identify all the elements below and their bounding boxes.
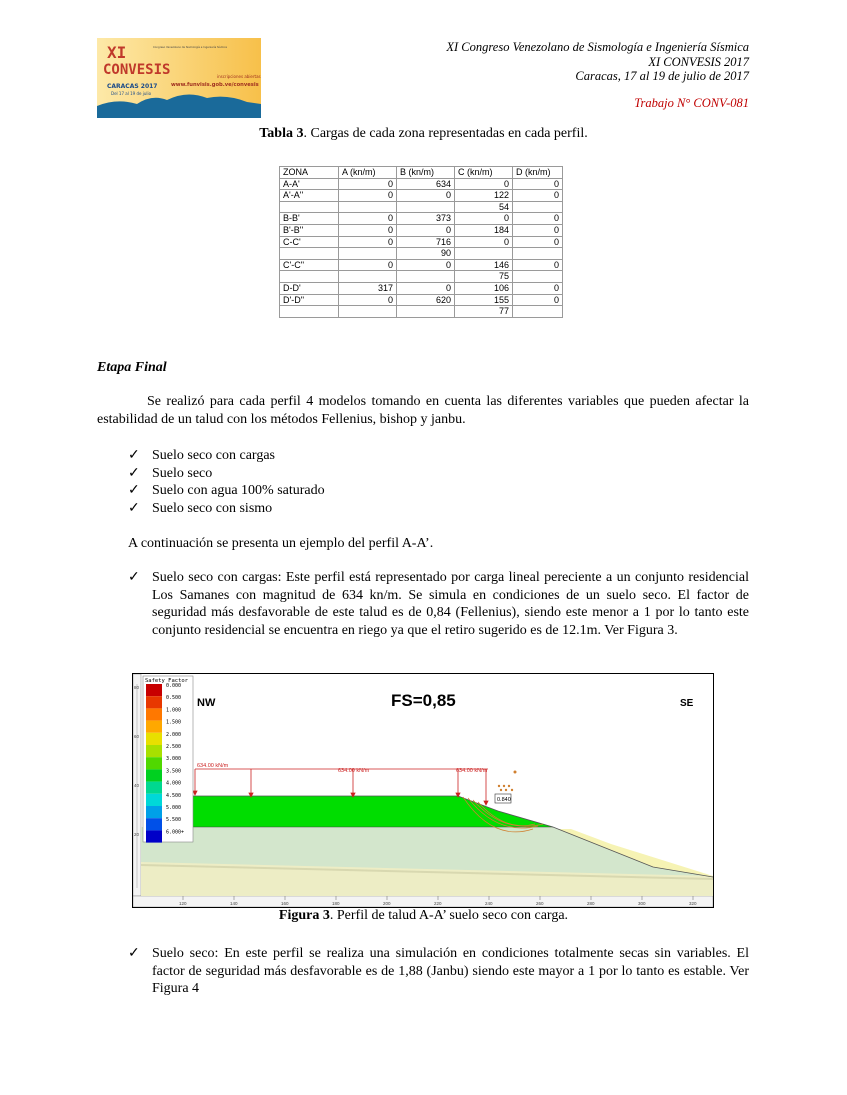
paper-reference: Trabajo N° CONV-081 (634, 95, 749, 110)
legend-label: 1.500 (166, 719, 182, 726)
table-cell: 0 (513, 190, 563, 202)
table-cell: B'-B'' (280, 224, 339, 236)
legend-swatch (146, 794, 162, 806)
logo-dates: Del 17 al 19 de julio (111, 91, 152, 96)
x-tick-label: 260 (536, 901, 544, 906)
legend-swatch (146, 684, 162, 696)
conditions-list (128, 447, 325, 517)
y-tick-label: 80 (134, 685, 140, 690)
legend-swatch (146, 733, 162, 745)
table-cell (397, 201, 455, 213)
intro-paragraph: Se realizó para cada perfil 4 modelos tomando en cuenta las diferentes variables que pueden afectar la estabilidad de un talud con los métodos Fellenius, bishop y janbu. (97, 394, 749, 427)
table-row (280, 201, 563, 213)
min-safety-factor: 0.840 (497, 797, 511, 803)
table-cell: 634 (397, 178, 455, 190)
table-header-cell: B (kn/m) (397, 167, 455, 179)
table-row (280, 282, 563, 294)
table-cell (280, 248, 339, 260)
legend-label: 2.000 (166, 731, 182, 738)
table-cell: 0 (339, 236, 397, 248)
logo-registration: inscripciones abiertas (217, 74, 261, 79)
table-cell: 0 (513, 224, 563, 236)
table-cell: C'-C'' (280, 259, 339, 271)
table-caption-text: . Cargas de cada zona representadas en cada perfil. (303, 126, 588, 141)
y-tick-label: 20 (134, 832, 140, 837)
table-row (280, 271, 563, 283)
table-cell: C-C' (280, 236, 339, 248)
bullet-paragraph-text: Suelo seco: En este perfil se realiza una simulación en condiciones totalmente secas sin variables. El factor de seguridad más desfavorable es de 1,88 (Janbu) siendo este mayor a 1 por lo tanto es estable. Ver Figura 4 (152, 946, 749, 996)
legend-swatch (146, 708, 162, 720)
table-row (280, 248, 563, 260)
table-cell (280, 306, 339, 318)
table-cell: 0 (513, 236, 563, 248)
legend-label: 0.500 (166, 695, 182, 702)
section-title: Etapa Final (97, 360, 167, 375)
legend-label: 2.500 (166, 744, 182, 750)
legend-label: 0.000 (166, 683, 182, 689)
table-cell: 75 (455, 271, 513, 283)
load-label: 634.00 kN/m (456, 768, 488, 774)
list-item (128, 500, 325, 518)
table-cell: 106 (455, 282, 513, 294)
table-row (280, 178, 563, 190)
check-icon: ✓ (128, 946, 140, 961)
table-row (280, 236, 563, 248)
table-cell: 0 (455, 178, 513, 190)
table-cell: 620 (397, 294, 455, 306)
legend-swatch (146, 696, 162, 708)
table-cell: 317 (339, 282, 397, 294)
table-row (280, 294, 563, 306)
logo-roman: XI (107, 43, 127, 62)
legend-swatch (146, 721, 162, 733)
legend-swatch (146, 782, 162, 794)
legend-label: 5.500 (166, 817, 182, 824)
legend-swatch (146, 757, 162, 769)
table-cell (280, 201, 339, 213)
table-header-cell: A (kn/m) (339, 167, 397, 179)
table-cell: 122 (455, 190, 513, 202)
table-cell: 0 (455, 213, 513, 225)
table-cell (513, 248, 563, 260)
list-item-text: Suelo seco con cargas (152, 448, 275, 463)
table-cell: 146 (455, 259, 513, 271)
table-cell (513, 271, 563, 283)
table-row (280, 190, 563, 202)
table-row (280, 213, 563, 225)
table-cell: D'-D'' (280, 294, 339, 306)
table-cell (513, 306, 563, 318)
table-cell: 155 (455, 294, 513, 306)
list-item-text: Suelo con agua 100% saturado (152, 483, 325, 498)
header-line2: XI CONVESIS 2017 (648, 54, 749, 69)
x-tick-label: 280 (587, 901, 595, 906)
example-intro: A continuación se presenta un ejemplo del perfil A-A’. (128, 536, 434, 551)
legend-label: 4.000 (166, 780, 182, 787)
figure-slope-profile (132, 673, 714, 908)
table-cell: 0 (339, 190, 397, 202)
y-tick-label: 60 (134, 734, 140, 739)
legend-swatch (146, 745, 162, 757)
x-tick-label: 320 (689, 901, 697, 906)
header-line1: XI Congreso Venezolano de Sismología e Ingeniería Sísmica (446, 40, 749, 54)
table-cell: 0 (513, 213, 563, 225)
legend-swatch (146, 830, 162, 842)
list-item (128, 465, 325, 483)
legend-label: 6.000+ (166, 829, 185, 836)
load-label: 634.00 kN/m (338, 768, 370, 774)
table-cell (339, 201, 397, 213)
check-icon: ✓ (128, 500, 140, 516)
legend-swatch (146, 769, 162, 781)
se-label: SE (680, 698, 694, 709)
table-header-row (280, 167, 563, 179)
x-tick-label: 200 (383, 901, 391, 906)
table-caption-label: Tabla 3 (259, 126, 304, 141)
table-cell: 0 (339, 213, 397, 225)
table-cell (339, 248, 397, 260)
slip-centres (498, 771, 517, 792)
list-item-text: Suelo seco (152, 465, 213, 481)
table-cell (280, 271, 339, 283)
legend-title: Safety Factor (145, 678, 189, 684)
table-cell: 0 (339, 294, 397, 306)
bullet-paragraph-loads (128, 569, 749, 639)
legend-label: 4.500 (166, 792, 182, 799)
table-cell (397, 306, 455, 318)
slope-diagram (133, 674, 713, 907)
legend-label: 1.000 (166, 707, 182, 714)
x-tick-label: 120 (179, 901, 187, 906)
table-cell: 0 (513, 178, 563, 190)
table-cell (455, 248, 513, 260)
table-cell (339, 306, 397, 318)
table-cell: 0 (339, 178, 397, 190)
table-header-cell: ZONA (280, 167, 339, 179)
table-cell: 0 (455, 236, 513, 248)
x-tick-label: 160 (281, 901, 289, 906)
loads-table (279, 166, 563, 318)
check-icon: ✓ (128, 448, 140, 463)
table-cell: 716 (397, 236, 455, 248)
load-label: 634.00 kN/m (197, 763, 229, 769)
logo-name: CONVESIS (103, 62, 171, 78)
table-cell: 0 (397, 190, 455, 202)
y-tick-label: 40 (134, 783, 140, 788)
list-item (128, 447, 325, 465)
table-row (280, 259, 563, 271)
legend-swatch (146, 818, 162, 830)
table-cell (397, 271, 455, 283)
logo-small: Congreso Venezolano de Sismología e Ingeniería Sísmica (153, 46, 227, 49)
nw-label: NW (197, 697, 216, 709)
legend-label: 5.000 (166, 805, 182, 811)
x-tick-label: 240 (485, 901, 493, 906)
check-icon: ✓ (128, 570, 140, 585)
table-cell: B-B' (280, 213, 339, 225)
table-cell: 0 (339, 224, 397, 236)
logo-url: www.funvisis.gob.ve/convesis (171, 82, 259, 88)
x-tick-label: 140 (230, 901, 238, 906)
x-tick-label: 220 (434, 901, 442, 906)
table-cell: 0 (339, 259, 397, 271)
table-cell: D-D' (280, 282, 339, 294)
table-cell: 0 (513, 282, 563, 294)
table-cell: 0 (397, 282, 455, 294)
figure-caption (0, 908, 847, 924)
table-cell: 0 (513, 259, 563, 271)
table-cell: 54 (455, 201, 513, 213)
table-cell (513, 201, 563, 213)
legend-label: 3.000 (166, 756, 182, 763)
table-cell: 0 (513, 294, 563, 306)
table-cell: 0 (397, 224, 455, 236)
bullet-paragraph-text: Suelo seco con cargas: Este perfil está representado por carga lineal pereciente a un conjunto residencial Los Samanes con magnitud de 634 kn/m. Se simula en condiciones de un suelo seco. El factor de seguridad más desfavorable de este talud es de 0,84 (Fellenius), siendo este menor a 1 por lo tanto este conjunto residencial se encuentra en riego ya que el retiro sugerido es de 12.1m. Ver Figura 3. (152, 570, 749, 638)
table-header-cell: D (kn/m) (513, 167, 563, 179)
figure-caption-label: Figura 3 (278, 908, 330, 923)
table-cell (339, 271, 397, 283)
bullet-paragraph-dry (128, 945, 749, 998)
convesis-logo (97, 38, 261, 118)
table-row (280, 306, 563, 318)
table-caption (0, 126, 847, 142)
table-cell: 77 (455, 306, 513, 318)
legend-swatch (146, 806, 162, 818)
check-icon: ✓ (128, 483, 140, 498)
x-tick-label: 300 (638, 901, 646, 906)
list-item (128, 482, 325, 500)
x-tick-label: 180 (332, 901, 340, 906)
table-cell: 184 (455, 224, 513, 236)
legend-label: 3.500 (166, 768, 182, 775)
list-item-text: Suelo seco con sismo (152, 500, 273, 516)
header-line3: Caracas, 17 al 19 de julio de 2017 (575, 69, 749, 83)
table-cell: 0 (397, 259, 455, 271)
safety-factor-label: FS=0,85 (391, 691, 456, 710)
logo-city: CARACAS 2017 (107, 83, 158, 90)
table-cell: 373 (397, 213, 455, 225)
figure-caption-text: . Perfil de talud A-A’ suelo seco con carga. (329, 908, 569, 923)
page-header (329, 40, 749, 110)
table-cell: 90 (397, 248, 455, 260)
table-cell: A'-A'' (280, 190, 339, 202)
table-row (280, 224, 563, 236)
table-cell: A-A' (280, 178, 339, 190)
table-header-cell: C (kn/m) (455, 167, 513, 179)
check-icon: ✓ (128, 465, 140, 481)
